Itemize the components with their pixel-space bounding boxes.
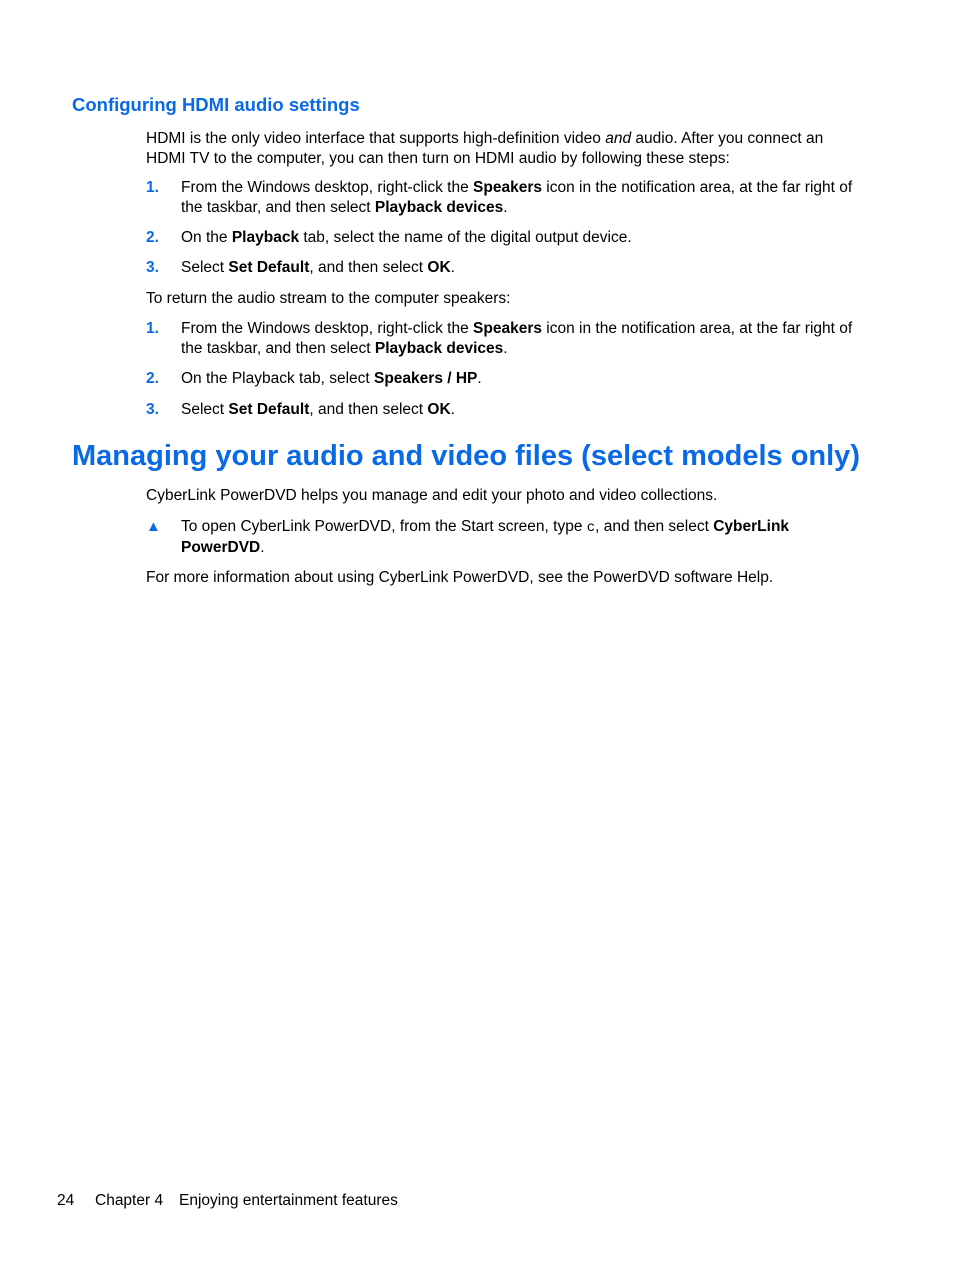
step-number: 3. <box>146 401 159 418</box>
step-text: On the Playback tab, select the name of the digital output device. <box>181 229 632 246</box>
more-info-paragraph: For more information about using CyberLink PowerDVD, see the PowerDVD software Help. <box>146 569 774 586</box>
hdmi-intro-paragraph: HDMI is the only video interface that supports high-definition video and audio. After you connect an HDMI TV to the computer, you can then turn on HDMI audio by following these steps: <box>146 130 824 167</box>
bullet-text: To open CyberLink PowerDVD, from the Start screen, type c, and then select CyberLink PowerDVD. <box>181 518 790 556</box>
step-text: Select Set Default, and then select OK. <box>181 401 455 418</box>
triangle-bullet-icon: ▲ <box>146 518 161 535</box>
step-number: 3. <box>146 259 159 276</box>
typed-command: c <box>586 520 596 536</box>
return-intro-paragraph: To return the audio stream to the computer speakers: <box>146 290 511 307</box>
section-heading-media: Managing your audio and video files (select models only) <box>72 440 860 472</box>
step-number: 1. <box>146 179 159 196</box>
chapter-label: Chapter 4 <box>95 1192 164 1209</box>
chapter-title: Enjoying entertainment features <box>179 1192 398 1209</box>
page-number: 24 <box>57 1192 75 1209</box>
step-text: From the Windows desktop, right-click the Speakers icon in the notification area, at the far right of the taskbar, and then select Playback devices. <box>181 179 853 216</box>
media-intro-paragraph: CyberLink PowerDVD helps you manage and edit your photo and video collections. <box>146 487 718 504</box>
page-footer <box>57 1191 398 1211</box>
step-number: 2. <box>146 229 159 246</box>
step-number: 2. <box>146 370 159 387</box>
section-heading-hdmi: Configuring HDMI audio settings <box>72 94 360 115</box>
step-text: From the Windows desktop, right-click the Speakers icon in the notification area, at the far right of the taskbar, and then select Playback devices. <box>181 320 853 357</box>
step-text: On the Playback tab, select Speakers / HP. <box>181 370 482 387</box>
step-text: Select Set Default, and then select OK. <box>181 259 455 276</box>
step-number: 1. <box>146 320 159 337</box>
